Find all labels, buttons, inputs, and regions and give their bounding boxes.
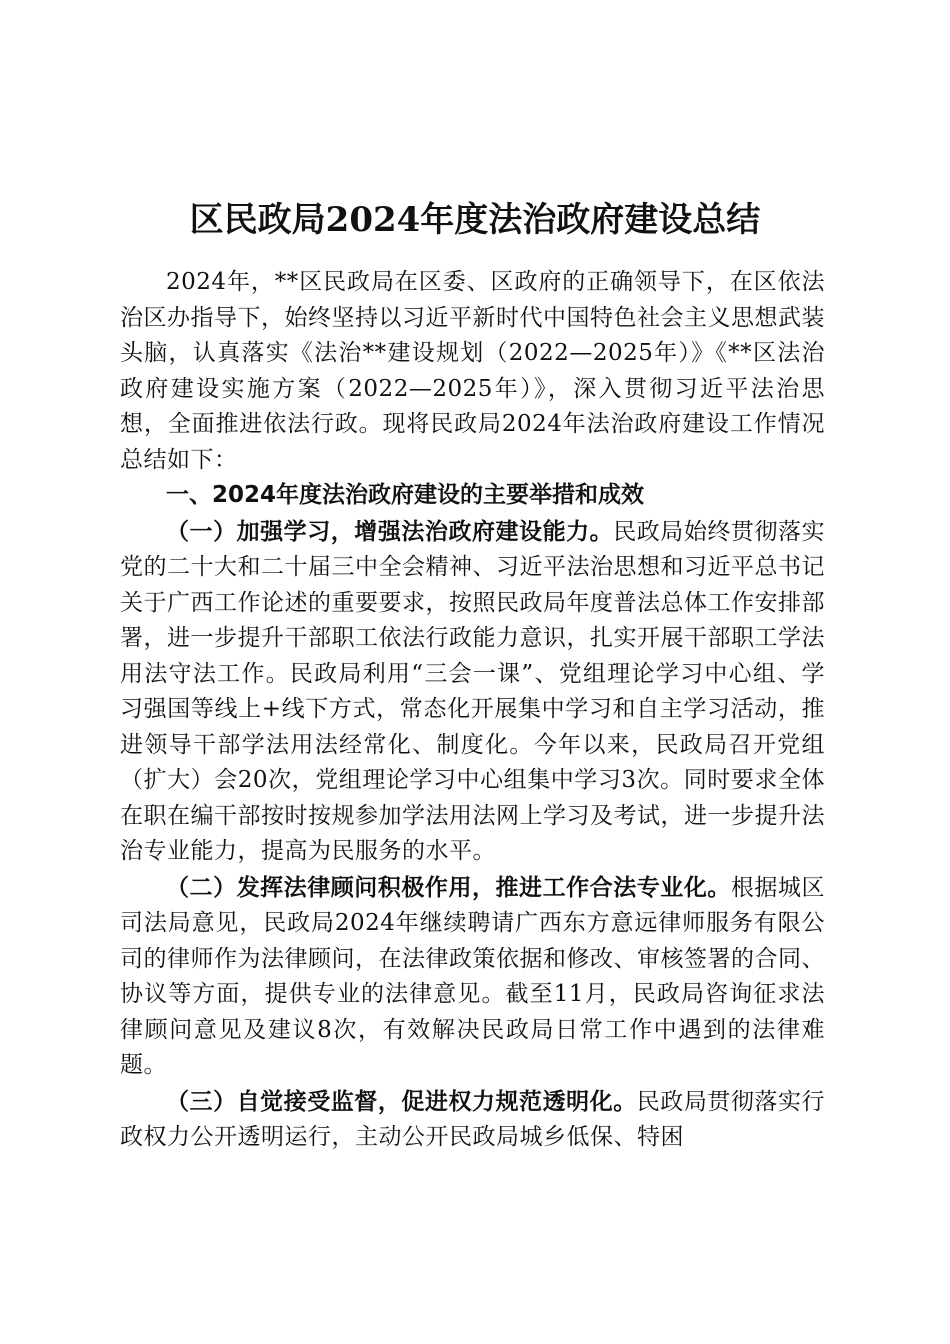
item-2-text: 根据城区司法局意见，民政局2024年继续聘请广西东方意远律师服务有限公司的律师作为法律顾问，在法律政策依据和修改、审核签署的合同、协议等方面，提供专业的法律意见。截至11月，民政局咨询征求法律顾问意见及建议8次，有效解决民政局日常工作中遇到的法律难题。 — [120, 874, 826, 1078]
item-3-lead: （三）自觉接受监督，促进权力规范透明化。 — [166, 1087, 637, 1115]
section-item-3 — [120, 1084, 825, 1156]
intro-paragraph: 2024年，**区民政局在区委、区政府的正确领导下，在区依法治区办指导下，始终坚持以习近平新时代中国特色社会主义思想武装头脑，认真落实《法治**建设规划（2022—2025年）》《**区法治政府建设实施方案（2022—2025年）》，深入贯彻习近平法治思想，全面推进依法行政。现将民政局2024年法治政府建设工作情况总结如下： — [120, 269, 825, 473]
document-title: 区民政局2024年度法治政府建设总结 — [189, 200, 761, 240]
section-item-1 — [120, 514, 825, 870]
item-3-text: 民政局贯彻落实行政权力公开透明运行，主动公开民政局城乡低保、特困 — [120, 1088, 826, 1150]
item-1-lead: （一）加强学习，增强法治政府建设能力。 — [166, 517, 614, 545]
item-1-text: 民政局始终贯彻落实党的二十大和二十届三中全会精神、习近平法治思想和习近平总书记关于广西工作论述的重要要求，按照民政局年度普法总体工作安排部署，进一步提升干部职工依法行政能力意识，扎实开展干部职工学法用法守法工作。民政局利用“三会一课”、党组理论学习中心组、学习强国等线上+线下方式，常态化开展集中学习和自主学习活动，推进领导干部学法用法经常化、制度化。今年以来，民政局召开党组（扩大）会20次，党组理论学习中心组集中学习3次。同时要求全体在职在编干部按时按规参加学法用法网上学习及考试，进一步提升法治专业能力，提高为民服务的水平。 — [120, 518, 826, 864]
document-body — [120, 265, 825, 1156]
section-item-2 — [120, 870, 825, 1084]
section-heading-1: 一、2024年度法治政府建设的主要举措和成效 — [166, 482, 645, 508]
item-2-lead: （二）发挥法律顾问积极作用，推进工作合法专业化。 — [166, 873, 731, 901]
